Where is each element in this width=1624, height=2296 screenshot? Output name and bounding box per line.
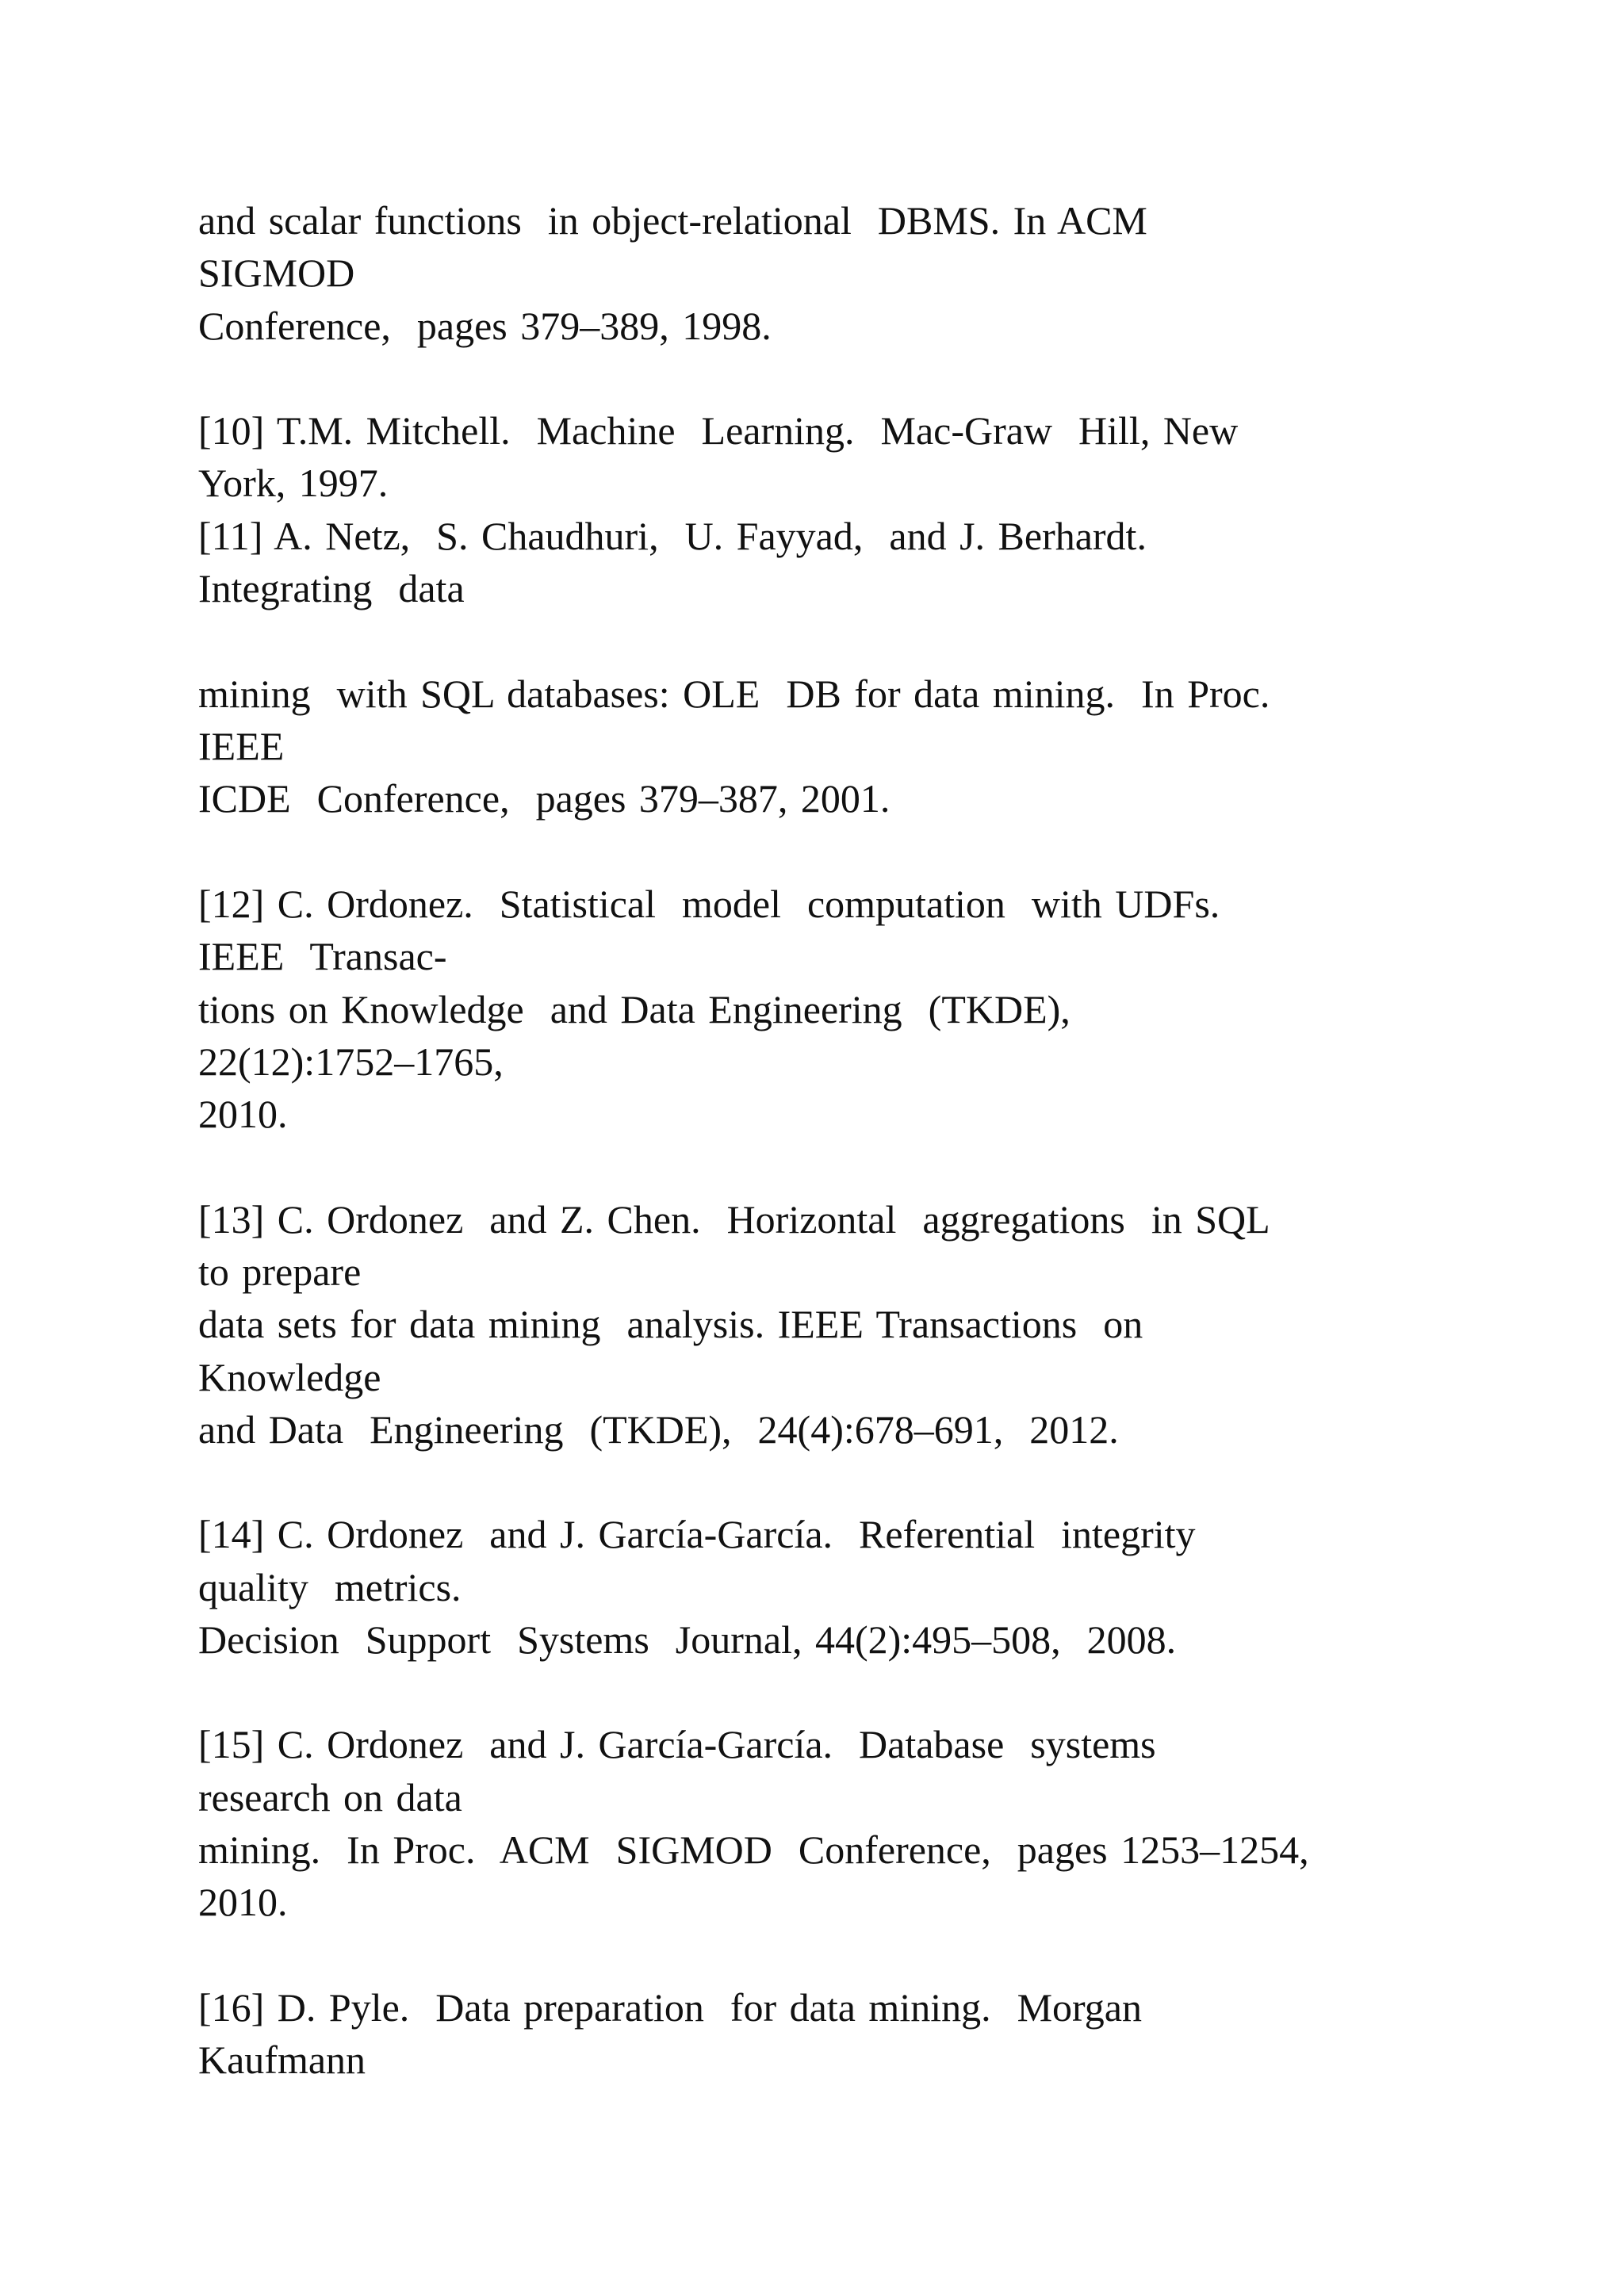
text-line: and Data Engineering (TKDE), 24(4):678–691, 2012.: [198, 1407, 1119, 1452]
text-line: research on data: [198, 1775, 462, 1820]
text-line: [12] C. Ordonez. Statistical model computation with UDFs.: [198, 882, 1220, 926]
text-line: Conference, pages 379–389, 1998.: [198, 304, 772, 348]
text-line: [13] C. Ordonez and Z. Chen. Horizontal aggregations in SQL: [198, 1197, 1270, 1242]
text-line: IEEE: [198, 724, 285, 768]
text-line: [16] D. Pyle. Data preparation for data mining. Morgan: [198, 1985, 1142, 2030]
text-line: quality metrics.: [198, 1565, 462, 1609]
text-line: [10] T.M. Mitchell. Machine Learning. Mac-Graw Hill, New: [198, 408, 1239, 453]
text-line: Knowledge: [198, 1355, 381, 1399]
text-line: Decision Support Systems Journal, 44(2):495–508, 2008.: [198, 1617, 1177, 1662]
text-line: [15] C. Ordonez and J. García-García. Database systems: [198, 1722, 1156, 1766]
text-line: mining. In Proc. ACM SIGMOD Conference, pages 1253–1254,: [198, 1827, 1309, 1872]
text-line: Kaufmann: [198, 2038, 366, 2082]
text-line: and scalar functions in object-relational DBMS. In ACM: [198, 198, 1147, 243]
text-line: SIGMOD: [198, 251, 355, 295]
text-line: 2010.: [198, 1880, 288, 1924]
text-line: [11] A. Netz, S. Chaudhuri, U. Fayyad, and J. Berhardt.: [198, 514, 1147, 558]
text-line: Integrating data: [198, 566, 465, 610]
text-line: 2010.: [198, 1092, 288, 1136]
text-line: 22(12):1752–1765,: [198, 1039, 504, 1084]
text-line: [14] C. Ordonez and J. García-García. Referential integrity: [198, 1512, 1196, 1556]
text-line: IEEE Transac-: [198, 934, 447, 978]
text-line: York, 1997.: [198, 461, 389, 505]
text-line: tions on Knowledge and Data Engineering (TKDE),: [198, 987, 1071, 1031]
text-line: mining with SQL databases: OLE DB for data mining. In Proc.: [198, 672, 1270, 716]
text-line: ICDE Conference, pages 379–387, 2001.: [198, 776, 891, 821]
text-line: data sets for data mining analysis. IEEE Transactions on: [198, 1302, 1143, 1346]
text-line: to prepare: [198, 1249, 362, 1294]
